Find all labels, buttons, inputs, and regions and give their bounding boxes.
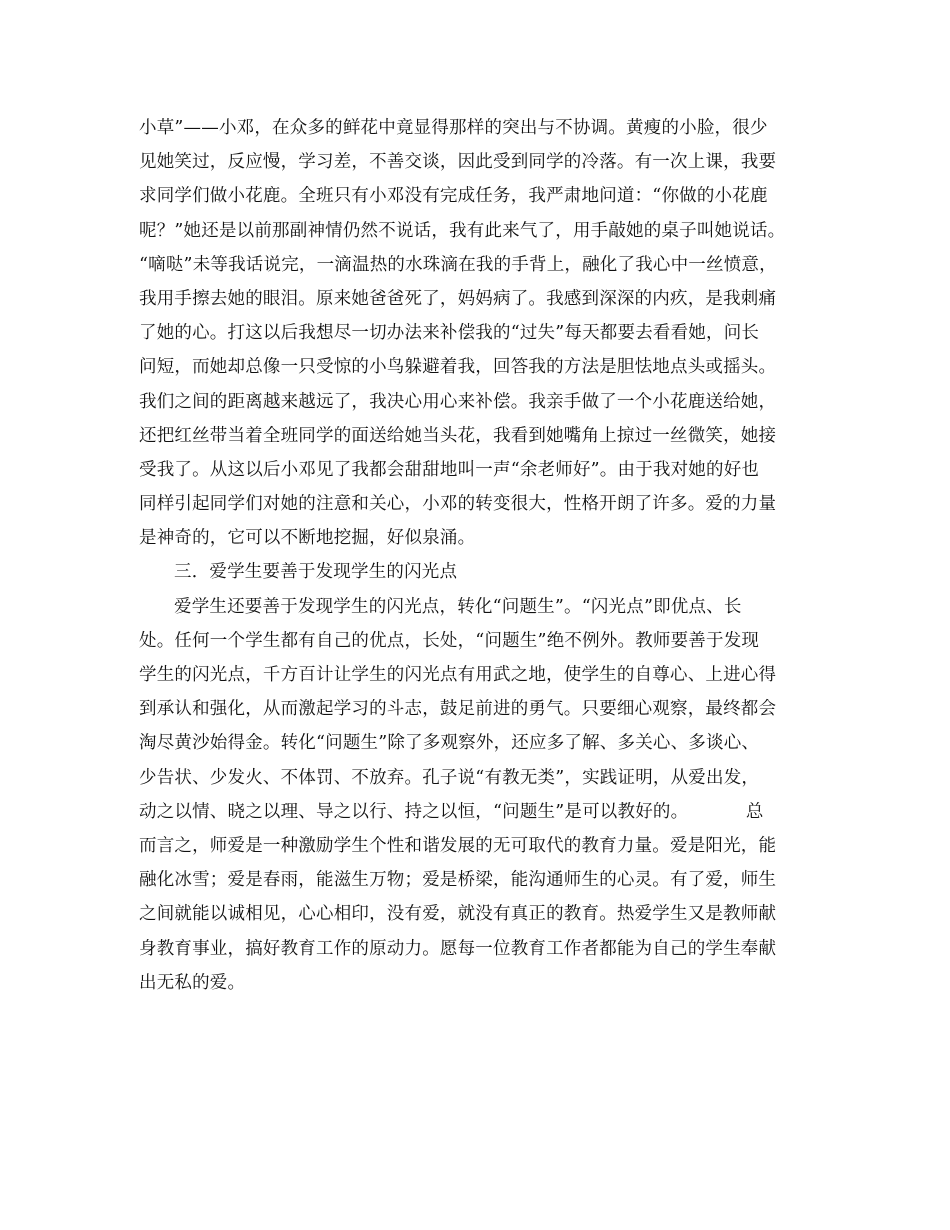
text-line: 我用手擦去她的眼泪。原来她爸爸死了，妈妈病了。我感到深深的内疚，是我刺痛: [139, 288, 777, 309]
text-line: 见她笑过，反应慢，学习差，不善交谈，因此受到同学的冷落。有一次上课，我要: [139, 152, 777, 173]
text-line: 问短，而她却总像一只受惊的小鸟躲避着我，回答我的方法是胆怯地点头或摇头。: [139, 357, 777, 378]
text-line: 动之以情、晓之以理、导之以行、持之以恒，“问题生”是可以教好的。 总: [139, 801, 764, 822]
text-line: 之间就能以诚相见，心心相印，没有爱，就没有真正的教育。热爱学生又是教师献: [139, 904, 777, 925]
text-line: 还把红丝带当着全班同学的面送给她当头花，我看到她嘴角上掠过一丝微笑，她接: [139, 425, 777, 446]
text-line: 同样引起同学们对她的注意和关心，小邓的转变很大，性格开朗了许多。爱的力量: [139, 494, 777, 515]
text-line: 学生的闪光点，千方百计让学生的闪光点有用武之地，使学生的自尊心、上进心得: [139, 665, 777, 685]
text-line: 而言之，师爱是一种激励学生个性和谐发展的无可取代的教育力量。爱是阳光，能: [139, 835, 777, 856]
text-line: 少告状、少发火、不体罚、不放弃。孔子说“有教无类”，实践证明，从爱出发，: [139, 767, 760, 788]
text-line: 呢？”她还是以前那副神情仍然不说话，我有此来气了，用手敲她的桌子叫她说话。: [139, 220, 786, 241]
text-line: 爱学生还要善于发现学生的闪光点，转化“问题生”。“闪光点”即优点、长: [174, 596, 742, 617]
text-line: 融化冰雪；爱是春雨，能滋生万物；爱是桥梁，能沟通师生的心灵。有了爱，师生: [139, 870, 777, 891]
text-line: 受我了。从这以后小邓见了我都会甜甜地叫一声“余老师好”。由于我对她的好也: [139, 459, 760, 480]
text-line: 淘尽黄沙始得金。转化“问题生”除了多观察外，还应多了解、多关心、多谈心、: [139, 733, 760, 754]
text-line: 求同学们做小花鹿。全班只有小邓没有完成任务，我严肃地问道：“你做的小花鹿: [139, 186, 768, 207]
text-line: 出无私的爱。: [139, 972, 246, 993]
text-line: 小草”——小邓，在众多的鲜花中竟显得那样的突出与不协调。黄瘦的小脸，很少: [139, 118, 768, 138]
text-line: 了她的心。打这以后我想尽一切办法来补偿我的“过失”每天都要去看看她，问长: [139, 323, 760, 344]
body-text: [139, 111, 819, 1000]
text-line: “嘀哒”未等我话说完，一滴温热的水珠滴在我的手背上，融化了我心中一丝愤意，: [139, 254, 777, 275]
text-line: 处。任何一个学生都有自己的优点，长处，“问题生”绝不例外。教师要善于发现: [139, 630, 760, 651]
section-heading: 三．爱学生要善于发现学生的闪光点: [174, 562, 458, 583]
text-line: 到承认和强化，从而激起学习的斗志，鼓足前进的勇气。只要细心观察，最终都会: [139, 699, 777, 720]
text-line: 我们之间的距离越来越远了，我决心用心来补偿。我亲手做了一个小花鹿送给她，: [139, 391, 777, 412]
text-line: 身教育事业，搞好教育工作的原动力。愿每一位教育工作者都能为自己的学生奉献: [139, 938, 777, 959]
text-line: 是神奇的，它可以不断地挖掘，好似泉涌。: [139, 528, 476, 549]
